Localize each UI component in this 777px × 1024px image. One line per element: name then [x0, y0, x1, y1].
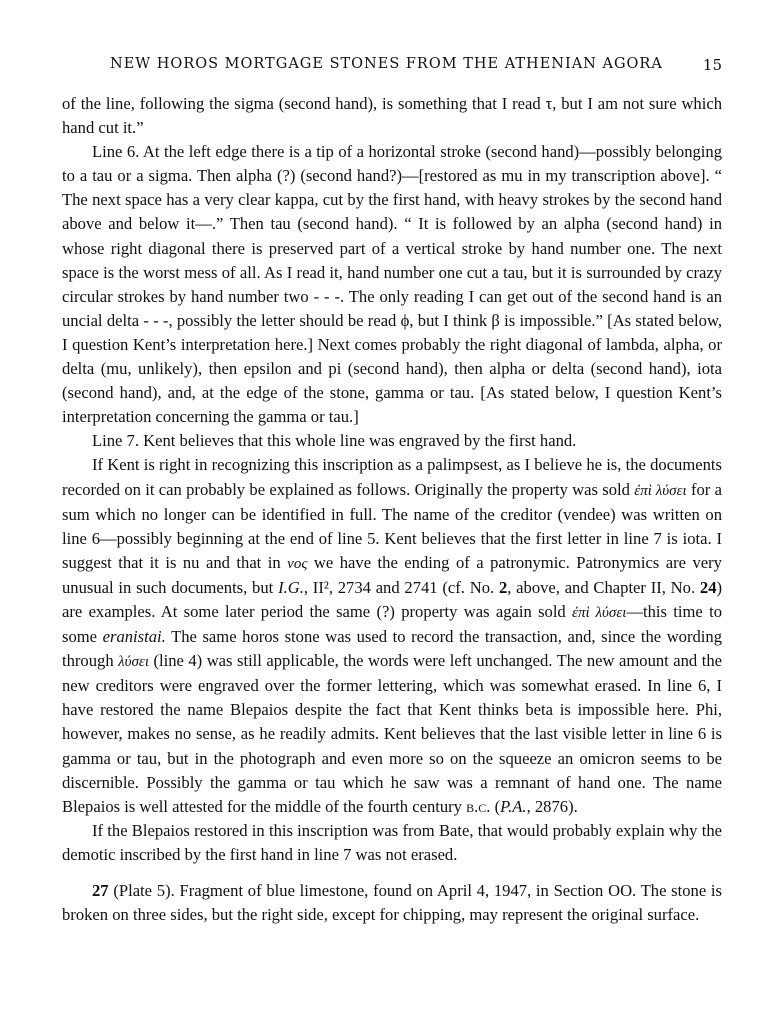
greek-phrase: ἐπὶ λύσει — [572, 604, 627, 621]
citation: I.G. — [278, 577, 304, 597]
citation: P.A. — [500, 796, 527, 816]
italic-term: eranistai. — [102, 627, 166, 647]
paragraph-line-6: Line 6. At the left edge there is a tip of a horizontal stroke (second hand)—possibly belonging to a tau or a sigma. Then alpha (?) (second hand?)—[restored as mu in my transcription above]. “ The next space has a very clear kappa, cut by the first hand, with heavy strokes by the second hand above and below it—.” Then tau (second hand). “ It is followed by an alpha (second hand) in whose right diagonal there is preserved part of a vertical stroke by hand number one. The next space is the worst mess of all. As I read it, hand number one cut a tau, but it is surrounded by crazy circular strokes by hand number two - - -. The only reading I can get out of the second hand is an uncial delta - - -, possibly the letter should be read ϕ, but I think β is impossible.” [As stated below, I question Kent’s interpretation here.] Next comes probably the right diagonal of lambda, alpha, or delta (mu, unlikely), then epsilon and pi (second hand), then alpha or delta (second hand), iota (second hand), and, at the edge of the stone, gamma or tau. [As stated below, I question Kent’s interpretation concerning the gamma or tau.] — [62, 142, 722, 427]
page-number: 15 — [702, 56, 722, 74]
paragraph-entry-27: 27 (Plate 5). Fragment of blue limestone, found on April 4, 1947, in Section OO. The stone is broken on three sides, but the right side, except for chipping, may represent the original surface. — [62, 881, 722, 925]
era-abbreviation: b.c. — [466, 796, 491, 816]
paragraph-blepaios: If the Blepaios restored in this inscription was from Bate, that would probably explain why the demotic inscribed by the first hand in line 7 was not erased. — [62, 820, 722, 864]
greek-phrase: νος — [287, 555, 308, 572]
greek-phrase: λύσει — [118, 654, 149, 671]
catalog-number: 2 — [498, 577, 508, 597]
paragraph-line-7: Line 7. Kent believes that this whole line was engraved by the first hand. — [92, 431, 577, 451]
paragraph: of the line, following the sigma (second hand), is something that I read τ, but I am not sure which hand cut it.” — [62, 94, 722, 138]
running-title: NEW HOROS MORTGAGE STONES FROM THE ATHENIAN AGORA — [110, 56, 663, 72]
greek-phrase: ἐπὶ λύσει — [634, 482, 687, 499]
catalog-number: 24 — [699, 577, 717, 597]
paragraph-palimpsest: If Kent is right in recognizing this inscription as a palimpsest, as I believe he is, the documents recorded on it can probably be explained as follows. Originally the property was sold ἐπὶ λύσει for a sum which no longer can be identified in full. The name of the creditor (vendee) was written on line 6—possibly beginning at the end of line 5. Kent believes that the first letter in line 7 is iota. I suggest that it is nu and that in νος we have the ending of a patronymic. Patronymics are very unusual in such documents, but I.G., II², 2734 and 2741 (cf. No. 2, above, and Chapter II, No. 24) are examples. At some later period the same (?) property was again sold ἐπὶ λύσει—this time to some eranistai. The same horos stone was used to record the transaction, and, since the wording through λύσει (line 4) was still applicable, the words were left unchanged. The new amount and the new creditors were engraved over the former lettering, which was somewhat erased. In line 6, I have restored the name Blepaios despite the fact that Kent thinks beta is impossible here. Phi, however, makes no sense, as he readily admits. Kent believes that the last visible letter in line 6 is gamma or tau, but in the photograph and even more so on the squeeze an omicron seems to be discernible. Possibly the gamma or tau which he saw was a remnant of hand one. The name Blepaios is well attested for the middle of the fourth century b.c. (P.A., 2876). — [62, 455, 723, 816]
body-text — [62, 92, 722, 927]
catalog-number: 27 — [92, 881, 109, 900]
running-header — [62, 56, 722, 78]
